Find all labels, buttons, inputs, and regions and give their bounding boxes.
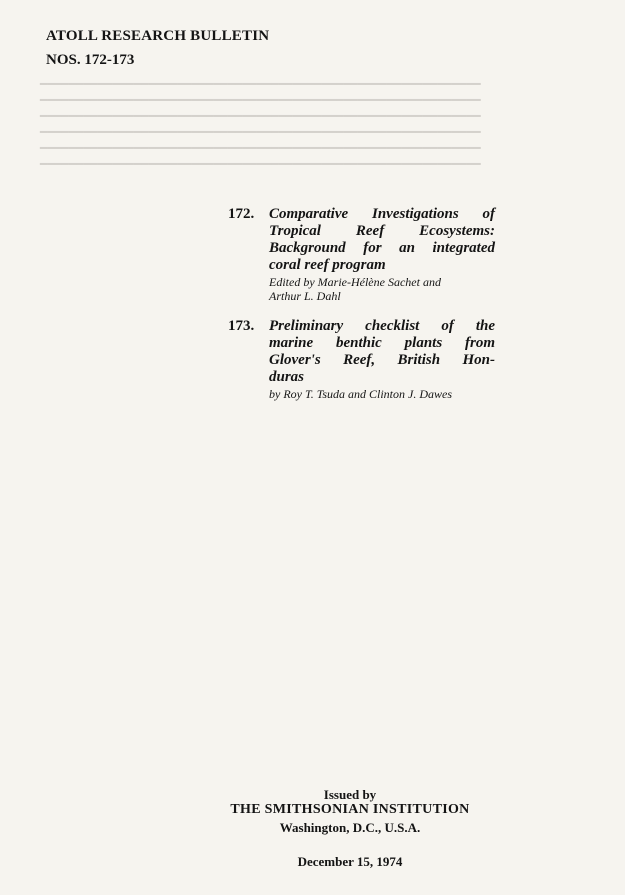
entry-title [269,318,495,386]
entry-title-line: Glover's Reef, British Hon- [269,352,495,368]
entry-title-line: Preliminary checklist of the [269,318,495,334]
entry-title-line: Comparative Investigations of [269,206,495,222]
entry-body [269,318,495,401]
entry-number: 173. [228,318,255,334]
bulletin-numbers: NOS. 172-173 [46,52,135,68]
entry-title-line: Background for an integrated [269,240,495,256]
entry-number: 172. [228,206,255,222]
entry-body [269,206,495,303]
entry-173 [228,318,496,408]
entry-title-line: duras [269,369,305,385]
entry-title-line: Tropical Reef Ecosystems: [269,223,495,239]
entry-title [269,206,495,274]
issued-by: Issued by [323,787,377,802]
entry-author [269,387,495,401]
entry-172 [228,206,496,306]
institution-name: THE SMITHSONIAN INSTITUTION [230,802,470,817]
bulletin-title: ATOLL RESEARCH BULLETIN [46,28,270,44]
entry-author-line: Arthur L. Dahl [269,289,341,303]
entry-title-line: coral reef program [269,257,386,273]
entry-author [269,275,495,303]
bleed-through-text: ━━━━━━━━━━━━━━━━━━━━━━━━━━━━━━━━━━━━━━━━━━━━━━━━━━━━━━━━━━━━━ ━━━━━━━━━━━━━━━━━━━━━━━━━━━━━━━━━━━━━━━━━━━━━━━━━━━━━━━━━━━━━ ━━━━━━━━━━━━━━━━━━━━━━━━━━━━━━━━━━━━━━━━━━━━━━━━━━━━━━━━━━━━━ ━━━━━━━━━━━━━━━━━━━━━━━━━━━━━━━━━━━━━━━━━━━━━━━━━━━━━━━━━━━━━ ━━━━━━━━━━━━━━━━━━━━━━━━━━━━━━━━━━━━━━━━━━━━━━━━━━━━━━━━━━━━━ ━━━━━━━━━━━━━━━━━━━━━━━━━━━━━━━━━━━━━━━━━━━━━━━━━━━━━━━━━━━━━ [40,77,481,171]
entry-author-line: by Roy T. Tsuda and Clinton J. Dawes [269,387,453,401]
entry-author-line: Edited by Marie-Hélène Sachet and [269,275,441,289]
institution-location: Washington, D.C., U.S.A. [279,820,421,835]
entry-title-line: marine benthic plants from [269,335,495,351]
publication-date: December 15, 1974 [297,854,403,869]
